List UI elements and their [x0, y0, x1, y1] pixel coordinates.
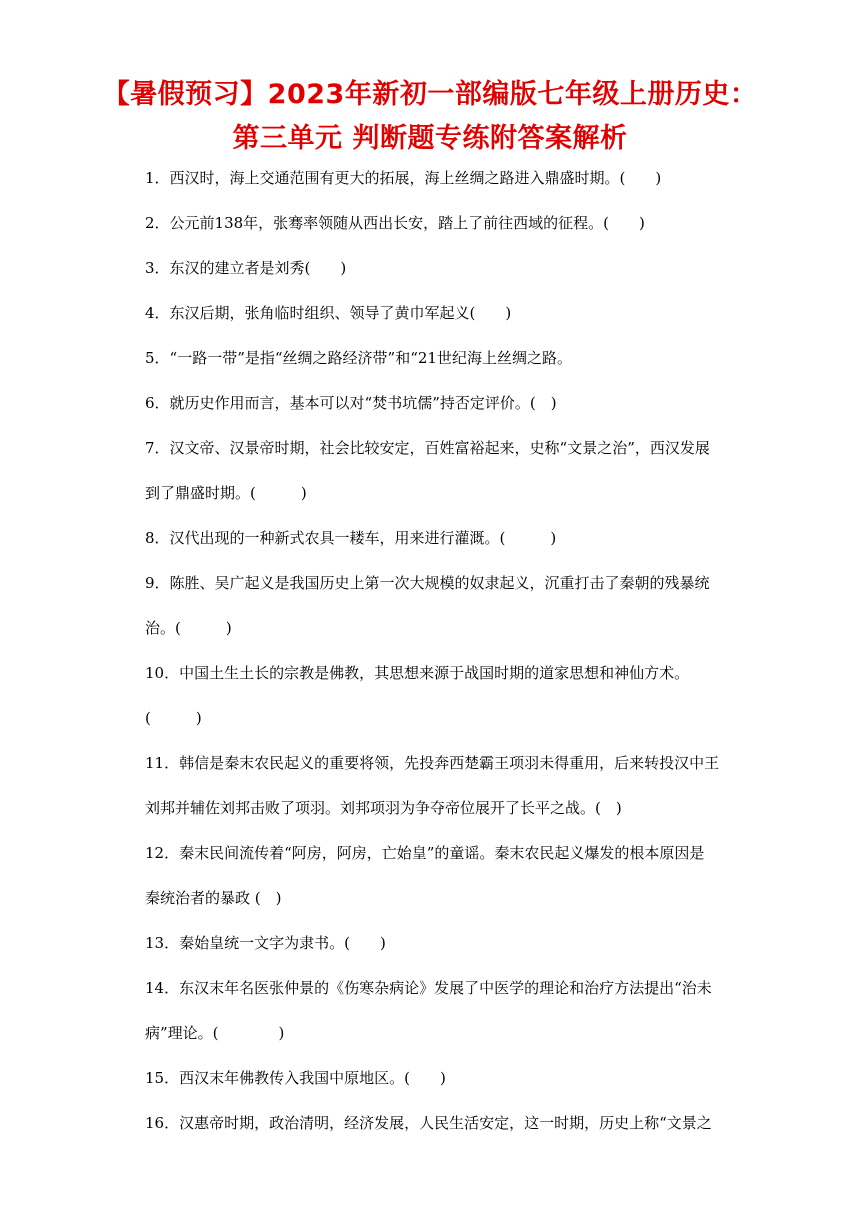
- question-1-line: 1．西汉时，海上交通范围有更大的拓展，海上丝绸之路进入鼎盛时期。( ): [145, 169, 662, 187]
- question-12-line-1: 12．秦末民间流传着“阿房，阿房，亡始皇”的童谣。秦末农民起义爆发的根本原因是: [145, 844, 705, 862]
- question-7-line-2: 到了鼎盛时期。( ): [145, 484, 307, 502]
- document-title-line-2: 第三单元 判断题专练附答案解析: [232, 123, 628, 154]
- document-title-line-1: 【暑假预习】2023年新初一部编版七年级上册历史：: [102, 79, 758, 110]
- question-3-line: 3．东汉的建立者是刘秀( ): [145, 259, 347, 277]
- question-7-line-1: 7．汉文帝、汉景帝时期，社会比较安定，百姓富裕起来，史称“文景之治”，西汉发展: [145, 439, 710, 457]
- question-16-line-1: 16．汉惠帝时期，政治清明，经济发展，人民生活安定，这一时期，历史上称“文景之: [145, 1114, 712, 1132]
- question-10-line-2: ( ): [145, 709, 202, 727]
- question-9-line-1: 9．陈胜、吴广起义是我国历史上第一次大规模的奴隶起义，沉重打击了秦朝的残暴统: [145, 574, 710, 592]
- question-13-line: 13．秦始皇统一文字为隶书。( ): [145, 934, 386, 952]
- question-11-line-2: 刘邦并辅佐刘邦击败了项羽。刘邦项羽为争夺帝位展开了长平之战。( ): [145, 799, 622, 817]
- question-14-line-1: 14．东汉末年名医张仲景的《伤寒杂病论》发展了中医学的理论和治疗方法提出“治未: [145, 979, 712, 997]
- question-11-line-1: 11．韩信是秦末农民起义的重要将领，先投奔西楚霸王项羽未得重用，后来转投汉中王: [145, 754, 720, 772]
- question-9-line-2: 治。( ): [145, 619, 232, 637]
- question-5-line: 5．“一路一带”是指“丝绸之路经济带”和“21世纪海上丝绸之路。: [145, 349, 572, 367]
- question-10-line-1: 10．中国土生土长的宗教是佛教，其思想来源于战国时期的道家思想和神仙方术。: [145, 664, 690, 682]
- question-8-line: 8．汉代出现的一种新式农具一耧车，用来进行灌溉。( ): [145, 529, 557, 547]
- question-4-line: 4．东汉后期，张角临时组织、领导了黄巾军起义( ): [145, 304, 512, 322]
- question-14-line-2: 病”理论。( ): [145, 1024, 285, 1042]
- question-6-line: 6．就历史作用而言，基本可以对“焚书坑儒”持否定评价。( ): [145, 394, 557, 412]
- question-2-line: 2．公元前138年，张骞率领随从西出长安，踏上了前往西域的征程。( ): [145, 214, 645, 232]
- question-15-line: 15．西汉末年佛教传入我国中原地区。( ): [145, 1069, 446, 1087]
- question-12-line-2: 秦统治者的暴政 ( ): [145, 889, 282, 907]
